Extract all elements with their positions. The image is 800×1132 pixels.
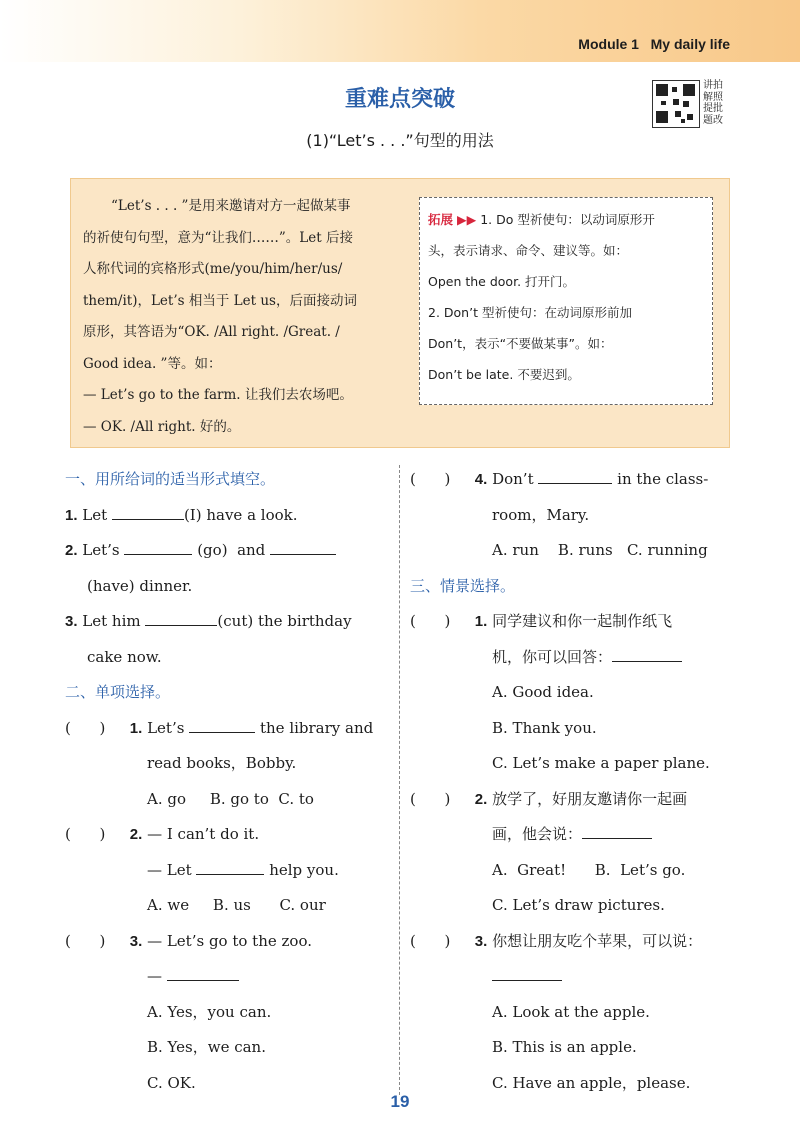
- situation-question-1-cont: [410, 640, 740, 676]
- info-line: — Let’s go to the farm. 让我们去农场吧。: [83, 387, 353, 403]
- question-number: 2.: [65, 542, 78, 559]
- qr-code-icon[interactable]: [652, 80, 700, 128]
- answer-blank[interactable]: [270, 536, 336, 555]
- option-a: A. Good idea.: [492, 683, 594, 701]
- question-text: Let’s: [82, 541, 120, 559]
- question-number: 3.: [474, 932, 488, 950]
- question-2: [65, 533, 390, 569]
- info-line: “Let’s . . . ”是用来邀请对方一起做某事: [111, 198, 351, 214]
- section-heading-choice: 二、单项选择。: [65, 683, 171, 701]
- question-number: 2.: [474, 790, 488, 808]
- question-number: 2.: [129, 826, 143, 843]
- option-a: A. Look at the apple.: [492, 1002, 650, 1021]
- option-ab: A. Great! B. Let’s go.: [492, 860, 686, 879]
- answer-blank[interactable]: [145, 607, 217, 626]
- arrow-icon: ▶▶: [457, 212, 477, 227]
- mc-option-b: B. Yes，we can.: [147, 1038, 266, 1056]
- ext-line: Don’t，表示“不要做某事”。如：: [428, 336, 613, 351]
- question-3: [65, 604, 390, 640]
- mc-question-1: [65, 711, 390, 747]
- answer-paren[interactable]: ( ): [410, 931, 451, 950]
- question-text: Let: [82, 505, 108, 524]
- ext-line: Open the door. 打开门。: [428, 274, 576, 289]
- question-text: 画，他会说：: [492, 825, 583, 843]
- mc-question-2: [65, 817, 390, 853]
- answer-blank[interactable]: [124, 536, 192, 555]
- question-text: Let him: [82, 612, 141, 630]
- section-title: 重难点突破: [344, 87, 455, 112]
- answer-paren[interactable]: ( ): [65, 825, 106, 843]
- situation-question-2: [410, 782, 740, 818]
- grammar-explanation: [83, 191, 391, 443]
- answer-blank[interactable]: [538, 465, 612, 484]
- question-text: Let’s: [147, 718, 185, 737]
- mc-question-4-cont: room，Mary.: [492, 505, 590, 524]
- ext-line: 2. Don’t 型祈使句：在动词原形前加: [428, 305, 632, 320]
- ext-line: 头，表示请求、命令、建议等。如：: [428, 243, 629, 258]
- situation-question-2-cont: [410, 817, 740, 853]
- answer-paren[interactable]: ( ): [410, 612, 451, 630]
- question-text: (I) have a look.: [183, 505, 298, 524]
- page-number: 19: [390, 1092, 410, 1111]
- qr-label: 讲拍解照提批题改: [703, 80, 723, 126]
- option-b: B. This is an apple.: [492, 1038, 637, 1056]
- question-number: 1.: [474, 613, 488, 630]
- mc-question-3-cont: [65, 959, 390, 995]
- situation-question-3: [410, 924, 740, 960]
- answer-paren[interactable]: ( ): [410, 789, 451, 808]
- question-text: Don’t: [492, 470, 534, 488]
- question-text: — I can’t do it.: [147, 825, 260, 843]
- answer-blank[interactable]: [112, 501, 184, 520]
- answer-paren[interactable]: ( ): [65, 931, 106, 950]
- question-2-cont: (have) dinner.: [87, 576, 193, 595]
- question-text: the library and: [259, 718, 374, 737]
- question-text: — Let: [147, 860, 192, 879]
- option-b: B. Thank you.: [492, 718, 597, 737]
- info-line: 原形，其答语为“OK. /All right. /Great. /: [83, 324, 340, 340]
- extension-box: [419, 197, 713, 405]
- option-c: C. Have an apple，please.: [492, 1073, 691, 1092]
- section-subtitle: (1)“Let’s . . .”句型的用法: [306, 131, 494, 150]
- question-text: — Let’s go to the zoo.: [147, 931, 312, 950]
- situation-question-1: [410, 604, 740, 640]
- module-label: Module 1 My daily life: [578, 36, 730, 52]
- left-column: [65, 462, 390, 1101]
- question-text: 放学了，好朋友邀请你一起画: [492, 789, 688, 808]
- info-line: 的祈使句句型，意为“让我们……”。Let 后接: [83, 229, 353, 246]
- question-number: 1.: [65, 506, 78, 524]
- right-column: [410, 462, 740, 1101]
- header-band: [0, 0, 800, 62]
- question-text: (cut) the birthday: [217, 612, 352, 630]
- option-c: C. Let’s make a paper plane.: [492, 754, 710, 772]
- question-text: 同学建议和你一起制作纸飞: [492, 612, 673, 630]
- ext-line: 1. Do 型祈使句：以动词原形开: [480, 212, 655, 227]
- mc-option-c: C. OK.: [147, 1073, 196, 1092]
- question-number: 4.: [474, 471, 488, 488]
- mc-option-a: A. Yes，you can.: [147, 1002, 272, 1021]
- info-line: 人称代词的宾格形式(me/you/him/her/us/: [83, 261, 343, 277]
- option-c: C. Let’s draw pictures.: [492, 896, 665, 914]
- question-text: (go) and: [197, 541, 266, 559]
- mc-options: A. run B. runs C. running: [492, 541, 708, 559]
- question-number: 3.: [65, 613, 78, 630]
- answer-blank[interactable]: [582, 820, 652, 839]
- mc-options: A. we B. us C. our: [147, 896, 326, 914]
- question-text: —: [147, 967, 162, 985]
- answer-blank[interactable]: [189, 714, 255, 733]
- info-line: them/it)，Let’s 相当于 Let us，后面接动词: [83, 292, 357, 309]
- answer-blank[interactable]: [492, 962, 562, 981]
- question-text: 你想让朋友吃个苹果，可以说：: [492, 931, 703, 950]
- mc-question-2-cont: [65, 853, 390, 889]
- answer-paren[interactable]: ( ): [410, 470, 451, 488]
- answer-paren[interactable]: ( ): [65, 718, 106, 737]
- mc-question-4: [410, 462, 740, 498]
- answer-blank[interactable]: [196, 856, 264, 875]
- mc-question-3: [65, 924, 390, 960]
- question-text: in the class-: [617, 470, 709, 488]
- section-heading-situation: 三、情景选择。: [410, 576, 516, 595]
- ext-line: Don’t be late. 不要迟到。: [428, 367, 580, 382]
- question-3-cont: cake now.: [87, 647, 162, 666]
- extension-tag: 拓展: [428, 212, 454, 227]
- mc-question-1-cont: read books，Bobby.: [147, 754, 297, 772]
- mc-options: A. go B. go to C. to: [147, 789, 314, 808]
- info-line: Good idea. ”等。如：: [83, 355, 222, 372]
- question-1: [65, 498, 390, 534]
- info-box: [70, 178, 730, 448]
- question-number: 1.: [129, 719, 143, 737]
- answer-blank[interactable]: [167, 962, 239, 981]
- question-number: 3.: [129, 932, 143, 950]
- question-text: help you.: [269, 860, 339, 879]
- answer-blank[interactable]: [612, 643, 682, 662]
- info-line: — OK. /All right. 好的。: [83, 418, 241, 435]
- situation-question-3-cont: [410, 959, 740, 995]
- question-text: 机，你可以回答：: [492, 647, 613, 666]
- section-heading-fill: 一、用所给词的适当形式填空。: [65, 470, 276, 488]
- column-divider: [399, 465, 400, 1095]
